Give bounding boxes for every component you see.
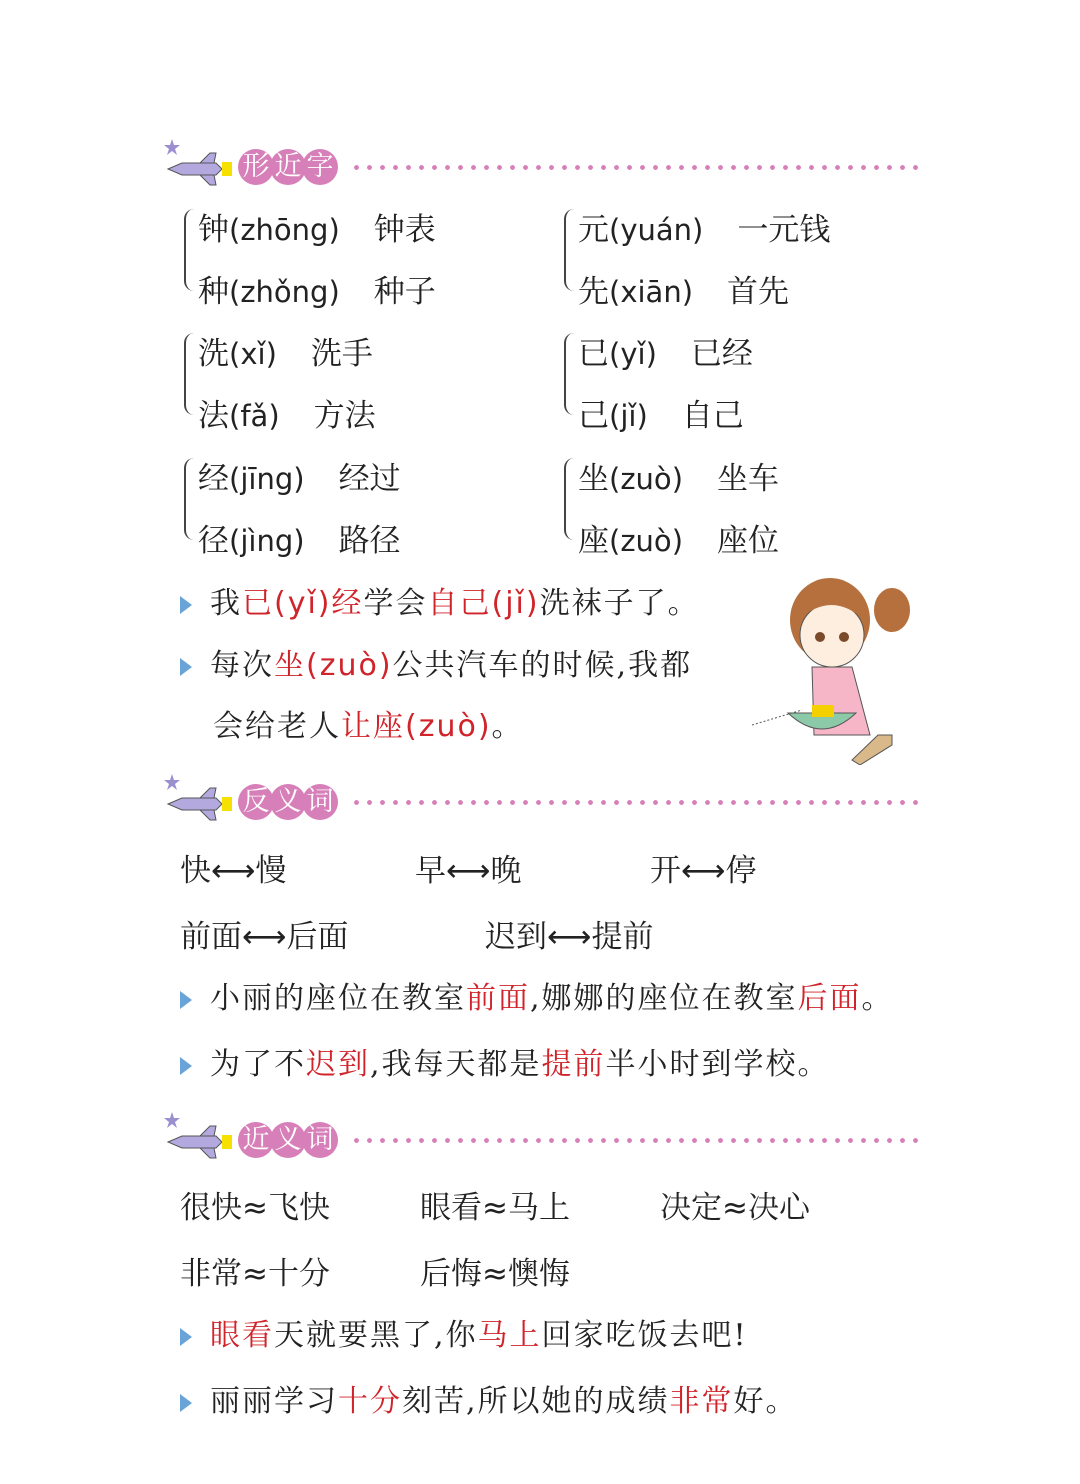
sentence-text: 小丽的座位在教室	[210, 981, 466, 1016]
pinyin-close-paren: )	[328, 275, 340, 309]
dotted-divider	[350, 800, 920, 805]
highlight-word: 让座(zuò)	[341, 709, 492, 744]
bullet-triangle-icon	[180, 1328, 192, 1346]
section-title-char: 形	[238, 149, 274, 185]
antonym-pair	[650, 845, 756, 890]
pinyin-open-paren: (	[229, 275, 241, 309]
synonym-pair	[180, 1248, 330, 1293]
synonym-word: 飞快	[267, 1190, 330, 1226]
section-header	[160, 772, 920, 832]
brace	[184, 333, 196, 415]
synonym-word: 很快	[180, 1190, 242, 1226]
pinyin: zhǒng	[240, 275, 329, 309]
pinyin: yuán	[620, 213, 693, 247]
bullet-triangle-icon	[180, 596, 192, 614]
pinyin-open-paren: (	[609, 337, 621, 371]
double-arrow-icon: ⟷	[446, 853, 491, 889]
highlight-word: 迟到	[306, 1047, 370, 1082]
sentence-text: ,我每天都是	[370, 1047, 542, 1082]
char-line	[578, 323, 753, 385]
sentence-text: 。	[861, 981, 894, 1016]
highlight-word: 非常	[669, 1384, 734, 1419]
bullet-triangle-icon	[180, 658, 192, 676]
rocket-icon	[160, 137, 240, 197]
synonym-word: 决定	[660, 1190, 722, 1226]
antonym-word: 开	[650, 853, 681, 889]
character: 先	[578, 274, 609, 310]
sentence-text: 洗袜子了。	[539, 586, 700, 621]
example-word: 自己	[681, 398, 744, 434]
pinyin-open-paren: (	[609, 524, 621, 558]
section-header	[160, 1110, 920, 1170]
character: 法	[198, 398, 229, 434]
dotted-divider	[350, 165, 920, 170]
pinyin: zhōng	[240, 213, 329, 247]
example-word: 坐车	[717, 461, 780, 497]
pinyin: xǐ	[240, 337, 266, 371]
example-word: 种子	[373, 274, 436, 310]
char-line	[578, 385, 753, 447]
example-word: 经过	[338, 461, 401, 497]
character: 钟	[198, 212, 229, 248]
example-sentence	[180, 968, 894, 1030]
pinyin-open-paren: (	[229, 462, 241, 496]
example-sentence	[180, 1034, 830, 1096]
char-line	[578, 510, 779, 572]
example-word: 钟表	[373, 212, 436, 248]
synonym-word: 懊悔	[507, 1256, 570, 1292]
double-arrow-icon: ⟷	[242, 919, 287, 955]
dotted-divider	[350, 1138, 920, 1143]
section-title-char: 反	[238, 784, 274, 820]
sentence-text: 为了不	[210, 1047, 306, 1082]
char-line	[578, 261, 830, 323]
pinyin-close-paren: )	[636, 399, 648, 433]
sentence-text: 会给老人	[213, 709, 341, 744]
section-title	[238, 1122, 334, 1158]
section-title-char: 近	[238, 1122, 274, 1158]
bullet-triangle-icon	[180, 1057, 192, 1075]
example-sentence	[180, 1371, 798, 1433]
example-word: 路径	[338, 523, 401, 559]
pinyin-open-paren: (	[229, 213, 241, 247]
sentence-text: 。	[491, 709, 524, 744]
pinyin-open-paren: (	[229, 399, 241, 433]
pinyin-close-paren: )	[645, 337, 657, 371]
char-line	[578, 199, 830, 261]
char-line	[578, 448, 779, 510]
example-word: 一元钱	[737, 212, 831, 248]
pinyin: zuò	[620, 462, 672, 496]
pinyin: jìng	[240, 524, 294, 558]
example-word: 首先	[727, 274, 790, 310]
approx-equal-icon: ≈	[242, 1256, 268, 1292]
character: 径	[198, 523, 229, 559]
antonym-word: 快	[180, 853, 211, 889]
pinyin-close-paren: )	[671, 524, 684, 558]
antonym-pair	[485, 911, 653, 956]
example-sentence	[180, 635, 692, 697]
synonym-pair	[180, 1182, 330, 1227]
pinyin: xiān	[620, 275, 682, 309]
section-title-char: 字	[302, 149, 338, 185]
similar-char-pair	[198, 199, 436, 323]
highlight-word: 眼看	[210, 1318, 274, 1353]
synonym-word: 十分	[267, 1256, 330, 1292]
pinyin-close-paren: )	[681, 275, 694, 309]
highlight-word: 提前	[541, 1047, 606, 1082]
character: 座	[578, 523, 609, 559]
antonym-word: 迟到	[485, 919, 547, 955]
highlight-word: 已(yǐ)经	[242, 586, 364, 621]
pinyin-close-paren: )	[265, 337, 277, 371]
character: 己	[578, 398, 609, 434]
example-word: 座位	[717, 523, 780, 559]
antonym-word: 提前	[591, 919, 654, 955]
brace	[184, 458, 196, 540]
approx-equal-icon: ≈	[242, 1190, 268, 1226]
pinyin-close-paren: )	[328, 213, 340, 247]
section-title	[238, 149, 334, 185]
sentence-text: 半小时到学校。	[605, 1047, 830, 1082]
similar-char-pair	[578, 448, 779, 572]
rocket-icon	[160, 1110, 240, 1170]
section-title-char: 义	[270, 1122, 306, 1158]
char-line	[198, 323, 376, 385]
synonym-pair	[420, 1248, 570, 1293]
double-arrow-icon: ⟷	[211, 853, 256, 889]
section-title-char: 近	[270, 149, 306, 185]
section-title	[238, 784, 334, 820]
example-word: 洗手	[310, 336, 373, 372]
synonym-word: 决心	[747, 1190, 810, 1226]
example-word: 已经	[690, 336, 753, 372]
brace	[184, 209, 196, 291]
antonym-word: 前面	[180, 919, 242, 955]
highlight-word: 坐(zuò)	[274, 648, 393, 683]
similar-char-pair	[578, 323, 753, 447]
synonym-pair	[660, 1182, 810, 1227]
antonym-pair	[415, 845, 521, 890]
char-line	[198, 261, 436, 323]
double-arrow-icon: ⟷	[681, 853, 726, 889]
bullet-triangle-icon	[180, 991, 192, 1009]
approx-equal-icon: ≈	[722, 1190, 748, 1226]
highlight-word: 十分	[338, 1384, 402, 1419]
section-title-char: 义	[270, 784, 306, 820]
pinyin: jīng	[240, 462, 294, 496]
pinyin-close-paren: )	[692, 213, 704, 247]
example-sentence	[180, 573, 700, 635]
synonym-pair	[420, 1182, 570, 1227]
character: 种	[198, 274, 229, 310]
character: 洗	[198, 336, 229, 372]
pinyin-open-paren: (	[229, 524, 241, 558]
sentence-text: 丽丽学习	[210, 1384, 338, 1419]
sentence-text: ,娜娜的座位在教室	[530, 981, 798, 1016]
example-word: 方法	[313, 398, 376, 434]
antonym-word: 停	[725, 853, 757, 889]
example-sentence	[213, 696, 524, 758]
pinyin-close-paren: )	[671, 462, 684, 496]
char-line	[198, 199, 436, 261]
brace	[564, 209, 576, 291]
section-title-char: 词	[302, 784, 338, 820]
double-arrow-icon: ⟷	[547, 919, 592, 955]
bullet-triangle-icon	[180, 1394, 192, 1412]
similar-char-pair	[198, 448, 401, 572]
girl-washing-illustration	[752, 565, 912, 765]
sentence-text: 公共汽车的时候,我都	[392, 648, 693, 683]
approx-equal-icon: ≈	[482, 1256, 508, 1292]
highlight-word: 前面	[466, 981, 530, 1016]
similar-char-pair	[198, 323, 376, 447]
pinyin-open-paren: (	[609, 213, 621, 247]
character: 元	[578, 212, 609, 248]
pinyin: zuò	[620, 524, 672, 558]
pinyin: jǐ	[620, 399, 637, 433]
section-title-char: 词	[302, 1122, 338, 1158]
char-line	[198, 448, 401, 510]
highlight-word: 后面	[797, 981, 862, 1016]
pinyin-close-paren: )	[293, 524, 305, 558]
sentence-text: 好。	[733, 1384, 798, 1419]
rocket-icon	[160, 772, 240, 832]
example-sentence	[180, 1305, 748, 1367]
brace	[564, 333, 576, 415]
character: 已	[578, 336, 609, 372]
pinyin: yǐ	[620, 337, 646, 371]
char-line	[198, 510, 401, 572]
sentence-text: 学会	[363, 586, 428, 621]
synonym-word: 马上	[507, 1190, 570, 1226]
antonym-word: 慢	[255, 853, 287, 889]
antonym-pair	[180, 845, 286, 890]
antonym-word: 早	[415, 853, 446, 889]
synonym-word: 非常	[180, 1256, 242, 1292]
character: 经	[198, 461, 229, 497]
char-line	[198, 385, 376, 447]
antonym-word: 后面	[286, 919, 349, 955]
synonym-word: 眼看	[420, 1190, 482, 1226]
antonym-pair	[180, 911, 348, 956]
pinyin-open-paren: (	[229, 337, 241, 371]
pinyin-open-paren: (	[609, 275, 621, 309]
synonym-word: 后悔	[420, 1256, 482, 1292]
pinyin: fǎ	[240, 399, 269, 433]
similar-char-pair	[578, 199, 830, 323]
character: 坐	[578, 461, 609, 497]
antonym-word: 晚	[490, 853, 522, 889]
highlight-word: 自己(jǐ)	[427, 586, 540, 621]
brace	[564, 458, 576, 540]
sentence-text: 刻苦,所以她的成绩	[402, 1384, 670, 1419]
highlight-word: 马上	[477, 1318, 542, 1353]
sentence-text: 天就要黑了,你	[274, 1318, 478, 1353]
pinyin-close-paren: )	[268, 399, 280, 433]
pinyin-open-paren: (	[609, 399, 621, 433]
section-header	[160, 137, 920, 197]
pinyin-close-paren: )	[293, 462, 305, 496]
sentence-text: 我	[210, 586, 242, 621]
sentence-text: 每次	[210, 648, 274, 683]
approx-equal-icon: ≈	[482, 1190, 508, 1226]
pinyin-open-paren: (	[609, 462, 621, 496]
sentence-text: 回家吃饭去吧!	[541, 1318, 748, 1353]
